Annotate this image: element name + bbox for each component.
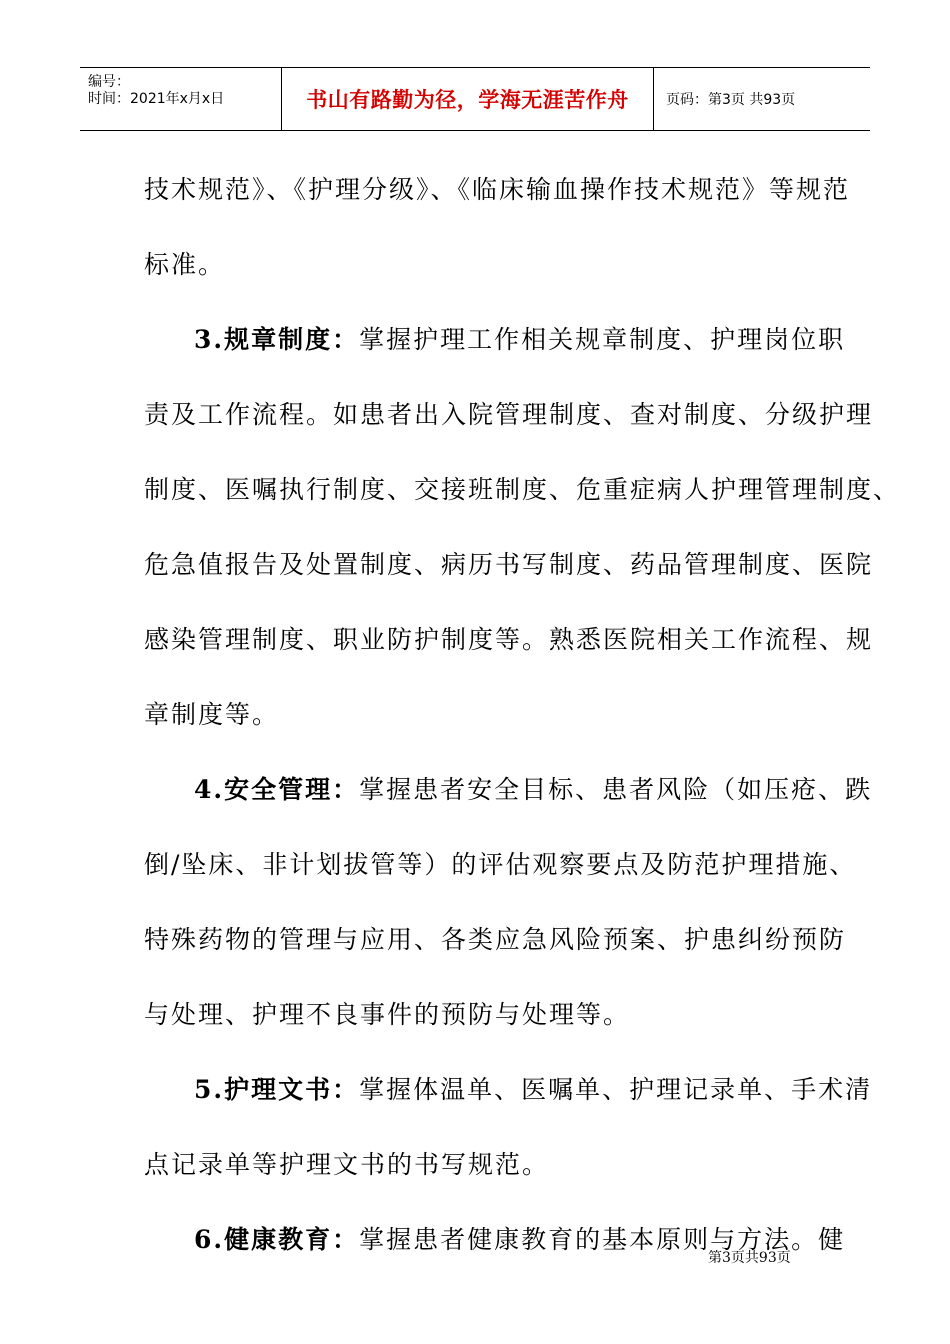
body-line: 技术规范》、《护理分级》、《临床输血操作技术规范》等规范	[144, 175, 851, 204]
section-heading: 6.健康教育：	[194, 1225, 360, 1254]
body-line: 与处理、护理不良事件的预防与处理等。	[144, 1000, 631, 1029]
document-body	[144, 152, 901, 1277]
section-heading: 4.安全管理：	[194, 775, 360, 804]
body-line: 感染管理制度、职业防护制度等。熟悉医院相关工作流程、规	[144, 625, 874, 654]
section-heading-line: 5.护理文书：掌握体温单、医嘱单、护理记录单、手术清	[194, 1075, 873, 1104]
header-page-code: 页码：第3页 共93页	[666, 92, 796, 108]
page-footer: 第3页共93页	[708, 1250, 791, 1266]
document-header	[80, 67, 870, 131]
time-label: 时间：2021年x月x日	[88, 91, 225, 107]
body-line: 特殊药物的管理与应用、各类应急风险预案、护患纠纷预防	[144, 925, 847, 954]
header-motto: 书山有路勤为径，学海无涯苦作舟	[282, 68, 654, 130]
body-line: 标准。	[144, 250, 226, 279]
body-line: 制度、医嘱执行制度、交接班制度、危重症病人护理管理制度、	[144, 475, 901, 504]
header-meta-cell	[80, 68, 282, 130]
body-line: 点记录单等护理文书的书写规范。	[144, 1150, 550, 1179]
section-heading: 3.规章制度：	[194, 325, 360, 354]
body-line: 危急值报告及处置制度、病历书写制度、药品管理制度、医院	[144, 550, 874, 579]
body-line: 章制度等。	[144, 700, 280, 729]
number-label: 编号：	[88, 74, 130, 90]
section-heading-line: 3.规章制度：掌握护理工作相关规章制度、护理岗位职	[194, 325, 846, 354]
section-heading-line: 6.健康教育：掌握患者健康教育的基本原则与方法。健	[194, 1225, 846, 1254]
section-heading: 5.护理文书：	[194, 1075, 360, 1104]
body-line: 倒/坠床、非计划拔管等）的评估观察要点及防范护理措施、	[144, 850, 857, 879]
body-line: 责及工作流程。如患者出入院管理制度、查对制度、分级护理	[144, 400, 874, 429]
section-heading-line: 4.安全管理：掌握患者安全目标、患者风险（如压疮、跌	[194, 775, 873, 804]
